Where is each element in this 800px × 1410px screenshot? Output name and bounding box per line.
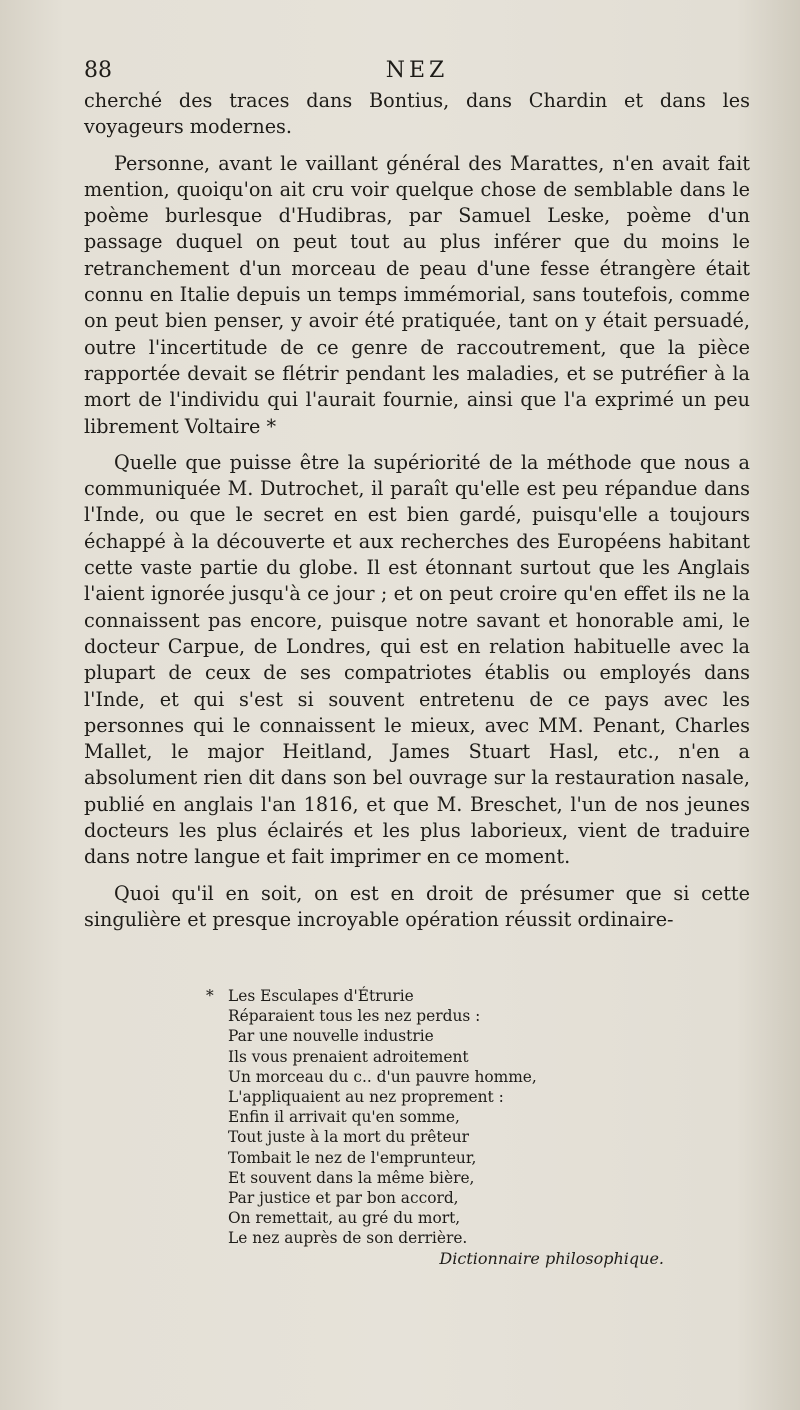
verse-line: Et souvent dans la même bière, [228, 1168, 475, 1187]
paragraph: Quelle que puisse être la supériorité de la méthode que nous a communiquée M. Dutrochet, il paraît qu'elle est peu répandue dans l'Inde, ou que le secret en est bien gardé, puisqu'elle a toujours échappé à la découverte et aux recherches des Européens habitant cette vaste partie du globe. Il est étonnant surtout que les Anglais l'aient ignorée jusqu'à ce jour ; et on peut croire qu'en effet ils ne la connaissent pas encore, puisque notre savant et honorable ami, le docteur Carpue, de Londres, qui est en relation habituelle avec la plupart de ceux de ses compatriotes établis ou employés dans l'Inde, et qui s'est si souvent entretenu de ce pays avec les personnes qui le connaissent le mieux, avec MM. Penant, Charles Mallet, le major Heitland, James Stuart Hasl, etc., n'en a absolument rien dit dans son bel ouvrage sur la restauration nasale, publié en anglais l'an 1816, et que M. Breschet, l'un de nos jeunes docteurs les plus éclairés et les plus laborieux, vient de traduire dans notre langue et fait imprimer en ce moment. [84, 450, 750, 869]
verse-line: Tout juste à la mort du prêteur [228, 1128, 469, 1147]
verse-line: Réparaient tous les nez perdus : [228, 1007, 481, 1026]
verse-line [206, 986, 676, 1006]
verse-line: Ils vous prenaient adroitement [228, 1047, 469, 1066]
page-header [84, 58, 750, 88]
running-head: NEZ [385, 58, 449, 83]
footnote [206, 986, 676, 1269]
verse-line: Par justice et par bon accord, [228, 1189, 459, 1208]
paragraph: cherché des traces dans Bontius, dans Chardin et dans les voyageurs modernes. [84, 89, 750, 139]
verse-line: Le nez auprès de son derrière. [228, 1229, 468, 1248]
footnote-attribution: Dictionnaire philosophique. [439, 1248, 664, 1268]
verse-line: On remettait, au gré du mort, [228, 1209, 461, 1228]
verse-line: L'appliquaient au nez proprement : [228, 1088, 504, 1107]
verse-line: Tombait le nez de l'emprunteur, [228, 1148, 477, 1167]
page-number: 88 [84, 58, 112, 83]
paragraph: Quoi qu'il en soit, on est en droit de présumer que si cette singulière et presque incroyable opération réussit ordinaire- [84, 881, 750, 931]
verse-line: Un morceau du c.. d'un pauvre homme, [228, 1067, 537, 1086]
footnote-marker: * [206, 987, 214, 1005]
verse-text: Les Esculapes d'Étrurie [228, 987, 414, 1005]
verse-line: Par une nouvelle industrie [228, 1027, 434, 1046]
main-text [84, 88, 750, 943]
verse-line: Enfin il arrivait qu'en somme, [228, 1108, 460, 1127]
paragraph: Personne, avant le vaillant général des Marattes, n'en avait fait mention, quoiqu'on ait cru voir quelque chose de semblable dans le poème burlesque d'Hudibras, par Samuel Leske, poème d'un passage duquel on peut tout au plus inférer que du moins le retranchement d'un morceau de peau d'une fesse étrangère était connu en Italie depuis un temps immémorial, sans toutefois, comme on peut bien penser, y avoir été pratiquée, tant on y était persuadé, outre l'incertitude de ce genre de raccoutrement, que la pièce rapportée devait se flétrir pendant les maladies, et se putréfier à la mort de l'individu qui l'aurait fournie, ainsi que l'a exprimé un peu librement Voltaire * [84, 151, 750, 438]
